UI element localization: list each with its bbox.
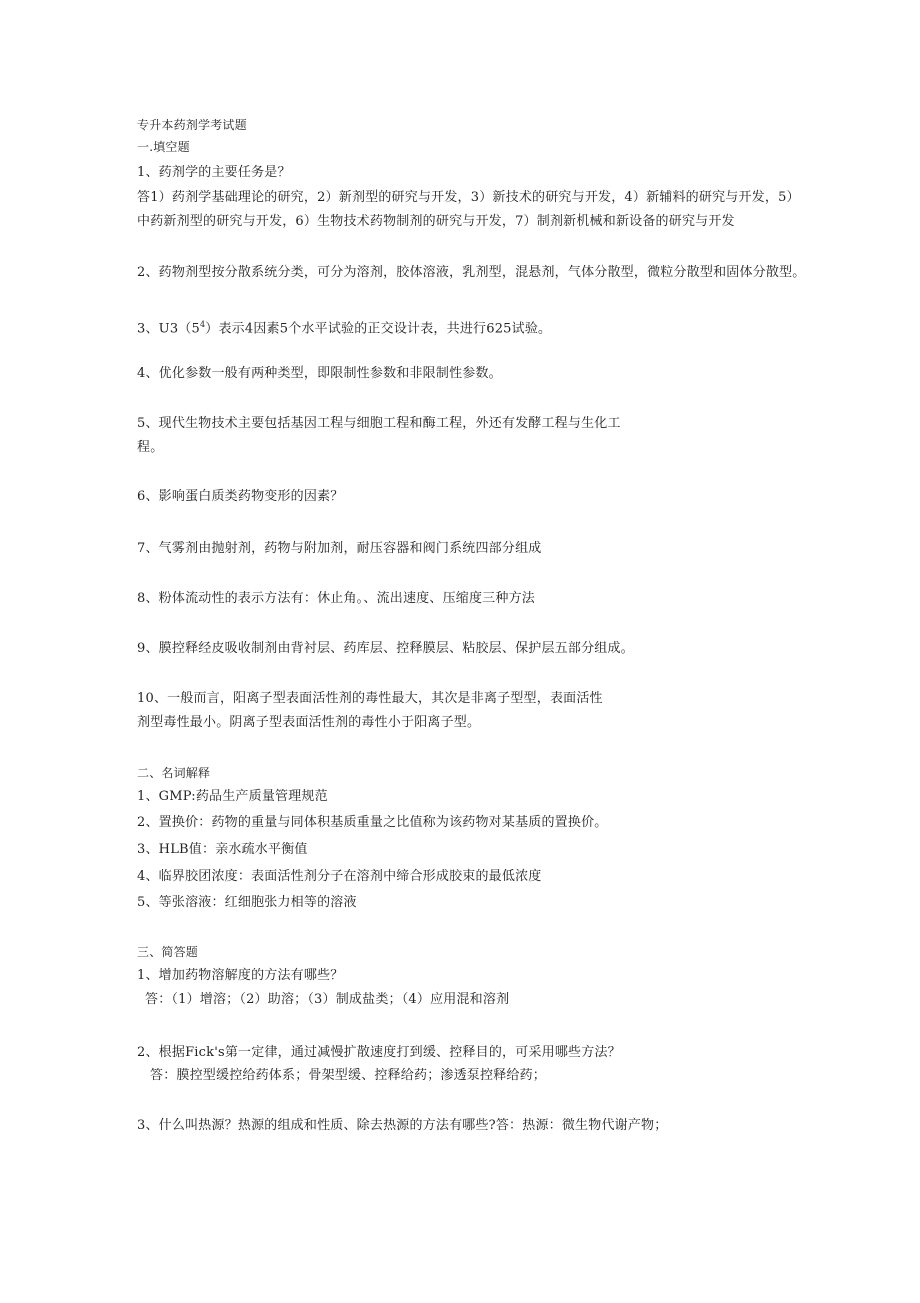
term-2: 2、置换价：药物的重量与同体积基质重量之比值称为该药物对某基质的置换价。 bbox=[137, 815, 608, 830]
question-1: 1、药剂学的主要任务是？ bbox=[137, 165, 291, 180]
question-3 bbox=[137, 317, 551, 337]
short-answer-2: 答：膜控型缓控给药体系；骨架型缓、控释给药；渗透泵控释给药； bbox=[150, 1068, 547, 1083]
term-4: 4、临界胶团浓度：表面活性剂分子在溶剂中缔合形成胶束的最低浓度 bbox=[137, 869, 542, 884]
question-7: 7、气雾剂由抛射剂，药物与附加剂，耐压容器和阀门系统四部分组成 bbox=[137, 541, 542, 556]
answer-1-line2: 中药新剂型的研究与开发，6）生物技术药物制剂的研究与开发，7）制剂新机械和新设备的研究与开发 bbox=[137, 214, 735, 229]
term-1: 1、GMP:药品生产质量管理规范 bbox=[137, 789, 328, 804]
document-title: 专升本药剂学考试题 bbox=[137, 118, 247, 132]
question-10-line2: 剂型毒性最小。阴离子型表面活性剂的毒性小于阳离子型。 bbox=[137, 715, 481, 730]
short-question-2: 2、根据Fick's第一定律，通过减慢扩散速度打到缓、控释目的，可采用哪些方法？ bbox=[137, 1045, 621, 1060]
q3-pre: 3、U3（5 bbox=[137, 321, 200, 337]
term-3: 3、HLB值：亲水疏水平衡值 bbox=[137, 842, 308, 857]
term-5: 5、等张溶液：红细胞张力相等的溶液 bbox=[137, 895, 357, 910]
question-8: 8、粉体流动性的表示方法有：休止角。、流出速度、压缩度三种方法 bbox=[137, 591, 535, 606]
question-4: 4、优化参数一般有两种类型，即限制性参数和非限制性参数。 bbox=[137, 366, 502, 381]
q3-post: ）表示4因素5个水平试验的正交设计表，共进行625试验。 bbox=[205, 321, 552, 337]
question-5-line1: 5、现代生物技术主要包括基因工程与细胞工程和酶工程，外还有发酵工程与生化工 bbox=[137, 416, 621, 431]
section2-heading: 二、名词解释 bbox=[137, 766, 211, 780]
short-question-1: 1、增加药物溶解度的方法有哪些？ bbox=[137, 968, 344, 983]
answer-1-line1: 答1）药剂学基础理论的研究，2）新剂型的研究与开发，3）新技术的研究与开发，4）新辅料的研究与开发，5） bbox=[137, 190, 800, 205]
question-9: 9、膜控释经皮吸收制剂由背衬层、药库层、控释膜层、粘胶层、保护层五部分组成。 bbox=[137, 641, 634, 656]
question-5-line2: 程。 bbox=[137, 440, 164, 455]
section1-heading: 一.填空题 bbox=[137, 140, 190, 154]
question-6: 6、影响蛋白质类药物变形的因素？ bbox=[137, 489, 344, 504]
short-question-3: 3、什么叫热源？热源的组成和性质、除去热源的方法有哪些?答：热源：微生物代谢产物； bbox=[137, 1118, 668, 1133]
short-answer-1: 答：（1）增溶；（2）助溶；（3）制成盐类；（4）应用混和溶剂 bbox=[145, 992, 510, 1007]
question-10-line1: 10、一般而言，阳离子型表面活性剂的毒性最大，其次是非离子型型，表面活性 bbox=[137, 691, 603, 706]
q3-sup: 4 bbox=[199, 320, 206, 329]
question-2: 2、药物剂型按分散系统分类，可分为溶剂，胶体溶液，乳剂型，混悬剂，气体分散型，微粒分散型和固体分散型。 bbox=[137, 265, 806, 280]
section3-heading: 三、简答题 bbox=[137, 945, 199, 959]
